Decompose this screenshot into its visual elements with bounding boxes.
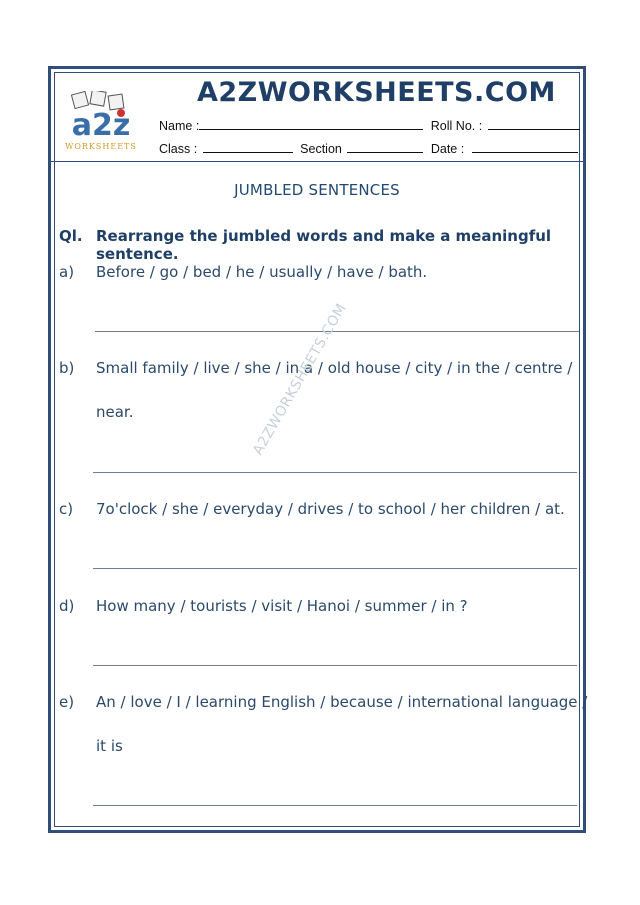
class-field[interactable]: [203, 140, 293, 153]
item-a-text: Before / go / bed / he / usually / have / bath.: [96, 263, 428, 281]
site-title: A2ZWORKSHEETS.COM: [197, 77, 556, 108]
svg-text:a2z: a2z: [71, 108, 131, 143]
item-a-label: a): [59, 263, 75, 281]
item-e-answer-line[interactable]: [93, 805, 577, 806]
item-b-label: b): [59, 359, 75, 377]
item-e-label: e): [59, 693, 75, 711]
item-b-text-line-2: near.: [96, 403, 134, 421]
roll-field[interactable]: [488, 117, 580, 130]
section-field[interactable]: [347, 140, 423, 153]
worksheet-border: [48, 66, 586, 833]
question-number: Ql.: [59, 227, 83, 245]
name-field[interactable]: [199, 117, 423, 130]
worksheet-title: JUMBLED SENTENCES: [234, 181, 400, 199]
item-b-answer-line[interactable]: [93, 472, 577, 473]
name-roll-row: [159, 117, 580, 133]
item-d-text: How many / tourists / visit / Hanoi / summer / in ?: [96, 597, 468, 615]
date-field[interactable]: [472, 140, 578, 153]
roll-label: Roll No. :: [430, 119, 483, 133]
header-separator: [51, 161, 583, 162]
question-text: Rearrange the jumbled words and make a meaningful sentence.: [96, 227, 552, 263]
item-b-text-line-1: Small family / live / she / in a / old house / city / in the / centre /: [96, 359, 573, 377]
item-e-text-line-2: it is: [96, 737, 123, 755]
item-c-text: 7o'clock / she / everyday / drives / to school / her children / at.: [96, 500, 565, 518]
date-label: Date :: [430, 142, 465, 156]
item-c-label: c): [59, 500, 74, 518]
name-label: Name :: [159, 119, 200, 133]
item-d-label: d): [59, 597, 75, 615]
section-label: Section: [300, 142, 342, 156]
a2z-logo: [61, 91, 141, 153]
class-label: Class :: [159, 142, 198, 156]
svg-text:WORKSHEETS: WORKSHEETS: [65, 142, 137, 151]
watermark: A2ZWORKSHEETS.COM: [250, 300, 350, 458]
class-section-date-row: [159, 140, 578, 156]
item-e-text-line-1: An / love / I / learning English / because / international language /: [96, 693, 588, 711]
item-c-answer-line[interactable]: [93, 568, 577, 569]
item-d-answer-line[interactable]: [93, 665, 577, 666]
